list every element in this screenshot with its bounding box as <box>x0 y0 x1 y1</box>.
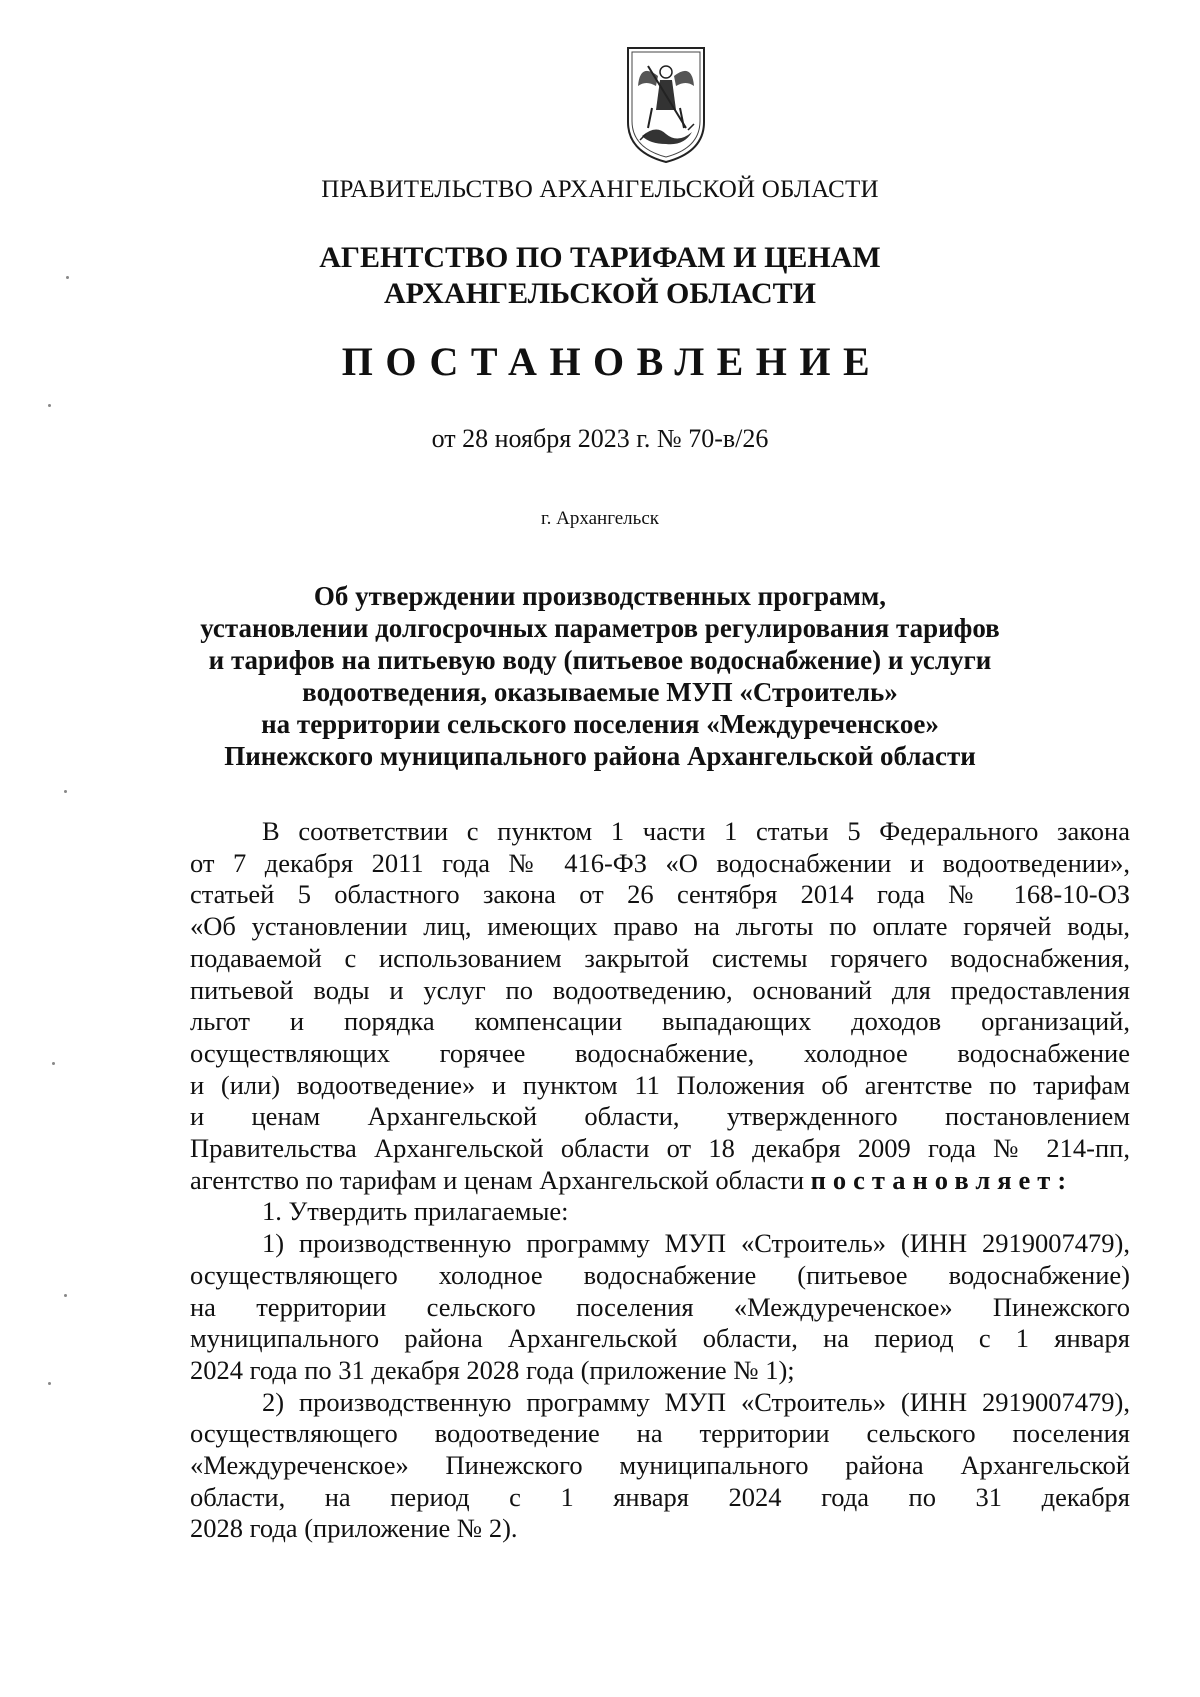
subject-line: водоотведения, оказываемые МУП «Строитель» <box>302 677 898 707</box>
scan-speck <box>64 790 67 793</box>
subject-line: на территории сельского поселения «Междуреченское» <box>261 709 939 739</box>
body-line: осуществляющего холодное водоснабжение (питьевое водоснабжение) <box>190 1259 1130 1290</box>
body-line: 2024 года по 31 декабря 2028 года (приложение № 1); <box>190 1354 795 1385</box>
body-line: 1) производственную программу МУП «Строитель» (ИНН 2919007479), <box>262 1228 1130 1259</box>
body-line: области, на период с 1 января 2024 года по 31 декабря <box>190 1481 1130 1512</box>
body-line: льгот и порядка компенсации выпадающих доходов организаций, <box>190 1006 1130 1037</box>
body-line: и (или) водоотведение» и пунктом 11 Положения об агентстве по тарифам <box>190 1069 1130 1100</box>
coat-of-arms-icon <box>622 44 710 164</box>
subject-line: Пинежского муниципального района Архангельской области <box>224 741 976 771</box>
scan-speck <box>64 1294 67 1297</box>
document-date-number: от 28 ноября 2023 г. № 70-в/26 <box>431 424 769 453</box>
subject-line: и тарифов на питьевую воду (питьевое водоснабжение) и услуги <box>208 645 992 675</box>
agency-name-line: АГЕНТСТВО ПО ТАРИФАМ И ЦЕНАМ <box>319 241 881 274</box>
body-line: осуществляющего водоотведение на территории сельского поселения <box>190 1418 1130 1449</box>
document-subject <box>0 580 1200 772</box>
body-line: Правительства Архангельской области от 18 декабря 2009 года № 214-пп, <box>190 1133 1130 1164</box>
body-line: подаваемой с использованием закрытой системы горячего водоснабжения, <box>190 942 1130 973</box>
subject-line: установлении долгосрочных параметров регулирования тарифов <box>200 613 1000 643</box>
decree-line <box>190 1165 1130 1197</box>
decree-word: постановляет: <box>810 1164 1074 1195</box>
agency-name <box>0 240 1200 312</box>
body-line: В соответствии с пунктом 1 части 1 статьи 5 Федерального закона <box>262 816 1130 846</box>
body-line: от 7 декабря 2011 года № 416-ФЗ «О водоснабжении и водоотведении», <box>190 847 1130 878</box>
body-line: и ценам Архангельской области, утвержденного постановлением <box>190 1101 1130 1132</box>
body-line: муниципального района Архангельской области, на период с 1 января <box>190 1323 1130 1354</box>
document-type-title: ПОСТАНОВЛЕНИЕ <box>341 339 883 384</box>
body-line: осуществляющих горячее водоснабжение, холодное водоснабжение <box>190 1037 1130 1068</box>
government-name: ПРАВИТЕЛЬСТВО АРХАНГЕЛЬСКОЙ ОБЛАСТИ <box>321 176 879 203</box>
agency-name-line: АРХАНГЕЛЬСКОЙ ОБЛАСТИ <box>384 277 816 310</box>
body-line: питьевой воды и услуг по водоотведению, оснований для предоставления <box>190 974 1130 1005</box>
body-line: «Междуреченское» Пинежского муниципального района Архангельской <box>190 1450 1130 1481</box>
body-line: «Об установлении лиц, имеющих право на льготы по оплате горячей воды, <box>190 911 1130 942</box>
document-city: г. Архангельск <box>540 508 659 529</box>
scan-speck <box>52 1062 55 1065</box>
subject-line: Об утверждении производственных программ, <box>313 581 887 611</box>
decree-line-text: агентство по тарифам и ценам Архангельской области <box>190 1164 811 1195</box>
scan-speck <box>48 1382 51 1385</box>
document-body <box>190 816 1130 1545</box>
body-line: 2) производственную программу МУП «Строитель» (ИНН 2919007479), <box>262 1386 1130 1417</box>
body-line: на территории сельского поселения «Междуреченское» Пинежского <box>190 1291 1130 1322</box>
body-line: статьей 5 областного закона от 26 сентября 2014 года № 168-10-ОЗ <box>190 879 1130 910</box>
item-1: 1. Утвердить прилагаемые: <box>262 1196 569 1227</box>
body-line: 2028 года (приложение № 2). <box>190 1513 518 1544</box>
scan-speck <box>48 404 51 407</box>
